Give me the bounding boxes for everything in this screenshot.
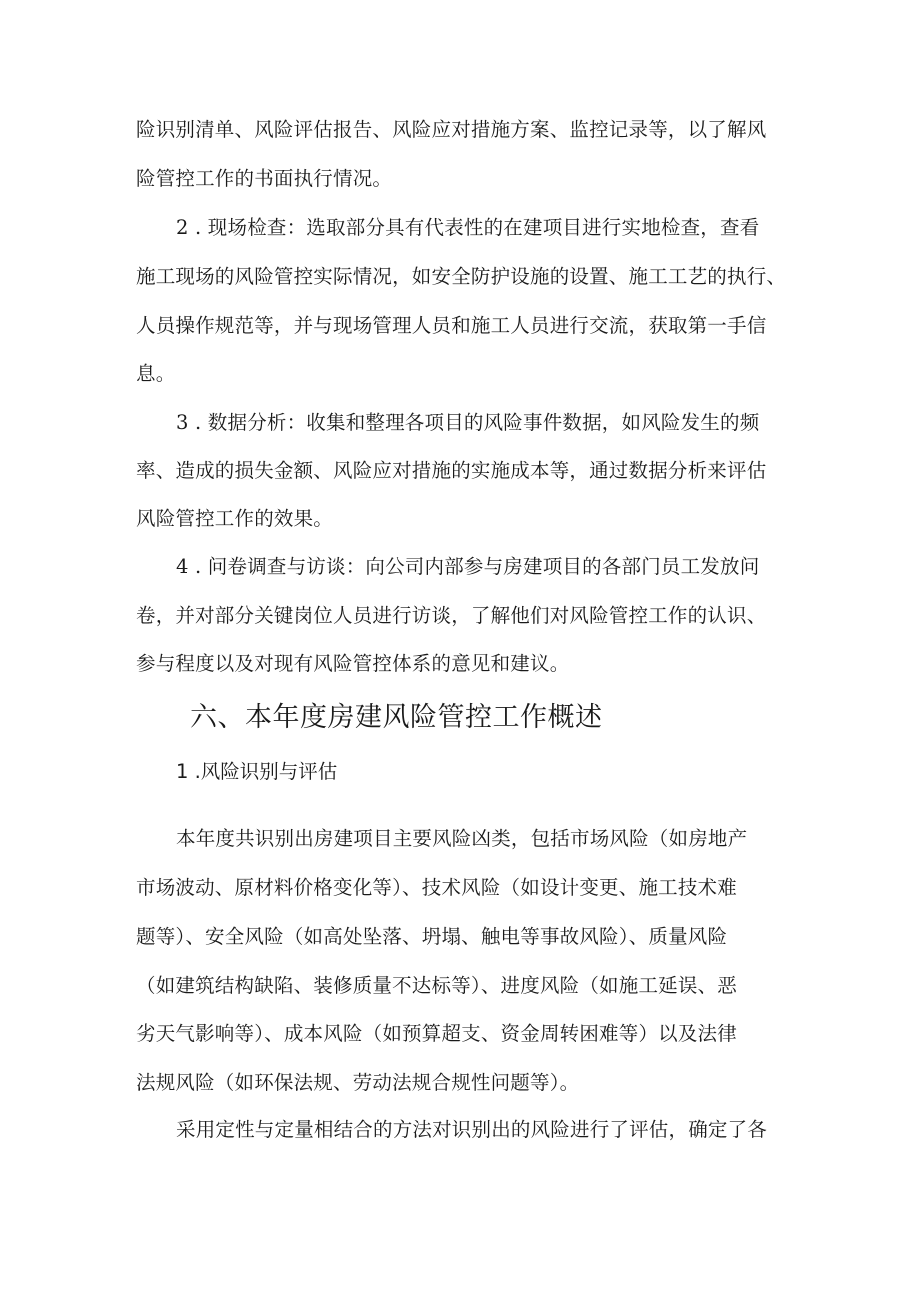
paragraph-line: 本年度共识别出房建项目主要风险凶类，包括市场风险（如房地产 [176, 827, 748, 850]
paragraph-line: （如建筑结构缺陷、装修质量不达标等）、进度风险（如施工延误、恶 [136, 974, 737, 997]
paragraph-line: 险识别清单、风险评估报告、风险应对措施方案、监控记录等，以了解风 [136, 118, 767, 141]
paragraph-line: 4 . 问卷调查与访谈：向公司内部参与房建项目的各部门员工发放问 [176, 555, 760, 578]
paragraph-line: 劣天气影响等）、成本风险（如预算超支、资金周转困难等）以及法律 [136, 1022, 737, 1045]
paragraph-line: 率、造成的损失金额、风险应对措施的实施成本等，通过数据分析来评估 [136, 459, 767, 482]
paragraph-line: 2 . 现场检查：选取部分具有代表性的在建项目进行实地检查，查看 [176, 216, 760, 239]
paragraph-line: 参与程度以及对现有风险管控体系的意见和建议。 [136, 652, 570, 675]
paragraph-line: 市场波动、原材料价格变化等）、技术风险（如设计变更、施工技术难 [136, 876, 737, 899]
paragraph-line: 风险管控工作的效果。 [136, 507, 334, 530]
paragraph-line: 题等）、安全风险（如高处坠落、坍塌、触电等事故风险）、质量风险 [136, 925, 728, 948]
section-heading: 六、本年度房建风险管控工作概述 [190, 702, 603, 733]
paragraph-line: 法规风险（如环保法规、劳动法规合规性问题等）。 [136, 1071, 580, 1094]
paragraph-line: 息。 [136, 362, 176, 385]
paragraph-line: 人员操作规范等，并与现场管理人员和施工人员进行交流，获取第一手信 [136, 314, 767, 337]
paragraph-line: 险管控工作的书面执行情况。 [136, 167, 393, 190]
paragraph-line: 采用定性与定量相结合的方法对识别出的风险进行了评估，确定了各 [176, 1118, 768, 1141]
paragraph-line: 3 . 数据分析：收集和整理各项目的风险事件数据，如风险发生的频 [176, 411, 760, 434]
paragraph-line: 施工现场的风险管控实际情况，如安全防护设施的设置、施工工艺的执行、 [136, 265, 787, 288]
paragraph-line: 卷，并对部分关键岗位人员进行访谈，了解他们对风险管控工作的认识、 [136, 604, 767, 627]
subsection-heading: 1 .风险识别与评估 [176, 760, 338, 783]
